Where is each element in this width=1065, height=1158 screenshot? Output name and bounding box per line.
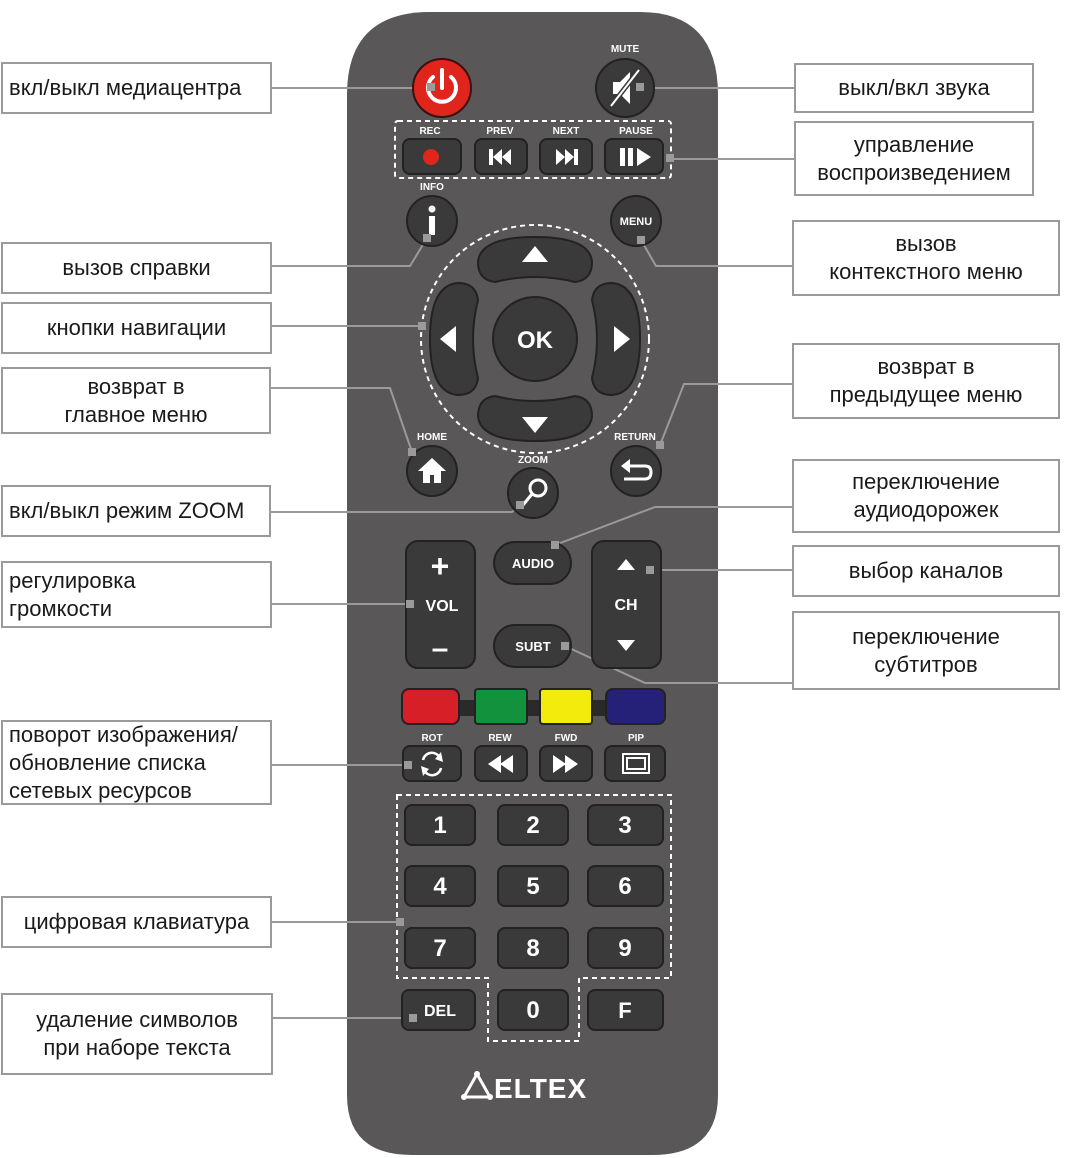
- digit-6-label: 6: [618, 873, 632, 900]
- info-label: INFO: [420, 182, 444, 193]
- info-icon: [429, 206, 436, 236]
- digit-8-label: 8: [526, 935, 540, 962]
- callout-menu: [792, 220, 1060, 296]
- rec-dot-icon: [423, 149, 439, 165]
- callout-menu-line-1: вызов: [895, 231, 957, 256]
- audio-label: AUDIO: [512, 556, 554, 571]
- callout-delete: [1, 993, 273, 1075]
- subt-label: SUBT: [515, 639, 551, 654]
- callout-info-line-1: вызов справки: [62, 255, 211, 280]
- vol-minus-icon: –: [431, 632, 449, 665]
- menu-button-label: MENU: [619, 216, 653, 228]
- callout-channels: [792, 545, 1060, 597]
- digit-7-label: 7: [433, 935, 447, 962]
- return-button[interactable]: [611, 446, 661, 496]
- pip-label: PIP: [627, 733, 645, 744]
- callout-playback-line-1: управление: [853, 131, 975, 157]
- del-button[interactable]: [402, 990, 475, 1030]
- menu-button[interactable]: [611, 196, 661, 246]
- red-button[interactable]: [402, 689, 459, 724]
- callout-subtitles-line-2: субтитров: [874, 651, 978, 677]
- callout-home-line-1: возврат в: [87, 373, 185, 399]
- volume-rocker[interactable]: [406, 541, 475, 668]
- callout-return-line-2: предыдущее меню: [829, 382, 1023, 407]
- digit-3-label: 3: [618, 812, 632, 839]
- channel-rocker[interactable]: [592, 541, 661, 668]
- nav-left-button[interactable]: [430, 283, 478, 395]
- callout-channels-line-1: выбор каналов: [848, 558, 1004, 583]
- digit-2-button[interactable]: [498, 805, 568, 845]
- callout-rot-line-1: поворот изображения/: [9, 721, 238, 747]
- vol-plus-icon: +: [430, 548, 450, 584]
- del-label: DEL: [424, 1003, 456, 1020]
- callout-volume-line-2: громкости: [9, 596, 113, 621]
- callout-power-line-1: вкл/выкл медиацентра: [9, 75, 242, 100]
- callout-audio: [792, 459, 1060, 533]
- callout-audio-line-2: аудиодорожек: [853, 497, 999, 522]
- callout-nav-line-1: кнопки навигации: [46, 315, 227, 340]
- callout-mute-line-1: выкл/вкл звука: [838, 75, 990, 100]
- callout-rot-line-3: сетевых ресурсов: [9, 777, 192, 803]
- ok-label: OK: [517, 327, 553, 354]
- digit-4-button[interactable]: [405, 866, 475, 906]
- pip-button[interactable]: [605, 746, 665, 781]
- digit-9-button[interactable]: [588, 928, 663, 968]
- fwd-button[interactable]: [540, 746, 592, 781]
- callout-mute: [794, 63, 1034, 113]
- f-button[interactable]: [588, 990, 663, 1030]
- digit-6-button[interactable]: [588, 866, 663, 906]
- callout-playback-line-2: воспроизведением: [817, 159, 1011, 185]
- callout-menu-line-2: контекстного меню: [829, 259, 1023, 284]
- ch-label: CH: [614, 597, 638, 614]
- vol-label: VOL: [425, 598, 459, 615]
- digit-5-button[interactable]: [498, 866, 568, 906]
- digit-0-label: 0: [526, 997, 540, 1024]
- callout-rot: [1, 720, 272, 805]
- callout-subtitles: [792, 611, 1060, 690]
- callout-return: [792, 343, 1060, 419]
- zoom-label: ZOOM: [518, 455, 548, 466]
- digit-1-button[interactable]: [405, 805, 475, 845]
- callout-audio-line-1: переключение: [852, 469, 1000, 494]
- nav-right-button[interactable]: [592, 283, 640, 395]
- callout-nav: [1, 302, 272, 354]
- digit-8-button[interactable]: [498, 928, 568, 968]
- callout-subtitles-line-1: переключение: [852, 623, 1000, 649]
- pause-button[interactable]: [605, 139, 663, 174]
- power-button[interactable]: [413, 59, 471, 117]
- rew-label: REW: [488, 733, 512, 744]
- callout-keypad: [1, 896, 272, 948]
- home-label: HOME: [417, 432, 447, 443]
- nav-down-button[interactable]: [478, 396, 592, 441]
- digit-2-label: 2: [526, 812, 540, 839]
- mute-label: MUTE: [610, 44, 640, 55]
- digit-0-button[interactable]: [498, 990, 568, 1030]
- return-label: RETURN: [614, 432, 656, 443]
- pause-label: PAUSE: [619, 126, 653, 137]
- next-label: NEXT: [552, 126, 580, 137]
- callout-zoom-line-1: вкл/выкл режим ZOOM: [9, 498, 245, 523]
- prev-button[interactable]: [475, 139, 527, 174]
- callout-playback: [794, 121, 1034, 196]
- digit-3-button[interactable]: [588, 805, 663, 845]
- callout-delete-line-1: удаление символов: [36, 1007, 238, 1032]
- rec-button[interactable]: [403, 139, 461, 174]
- nav-up-button[interactable]: [478, 237, 592, 282]
- callout-volume: [1, 561, 272, 628]
- digit-1-label: 1: [433, 812, 447, 839]
- fwd-label: FWD: [554, 733, 578, 744]
- info-button[interactable]: [407, 196, 457, 246]
- f-label: F: [618, 998, 632, 1023]
- rot-label: ROT: [421, 733, 443, 744]
- audio-button[interactable]: [494, 542, 571, 584]
- digit-7-button[interactable]: [405, 928, 475, 968]
- rec-label: REC: [419, 126, 441, 137]
- rew-button[interactable]: [475, 746, 527, 781]
- digit-4-label: 4: [433, 873, 447, 900]
- mute-button[interactable]: [596, 59, 654, 117]
- callout-zoom: [1, 485, 271, 537]
- digit-9-label: 9: [618, 935, 632, 962]
- callout-rot-line-2: обновление списка: [9, 749, 206, 775]
- callout-home: [1, 367, 271, 434]
- callout-keypad-line-1: цифровая клавиатура: [23, 909, 250, 934]
- callout-volume-line-1: регулировка: [9, 568, 136, 593]
- subt-button[interactable]: [494, 625, 571, 667]
- blue-button[interactable]: [606, 689, 665, 724]
- prev-label: PREV: [486, 126, 514, 137]
- brand-name: ELTEX: [494, 1073, 588, 1104]
- callout-info: [1, 242, 272, 294]
- green-button[interactable]: [475, 689, 527, 724]
- callout-power: [1, 62, 272, 114]
- callout-return-line-1: возврат в: [877, 354, 975, 379]
- zoom-button[interactable]: [508, 468, 558, 518]
- next-button[interactable]: [540, 139, 592, 174]
- callout-home-line-2: главное меню: [64, 401, 208, 427]
- digit-5-label: 5: [526, 873, 540, 900]
- ok-button[interactable]: [493, 297, 577, 381]
- callout-delete-line-2: при наборе текста: [43, 1035, 231, 1060]
- yellow-button[interactable]: [540, 689, 592, 724]
